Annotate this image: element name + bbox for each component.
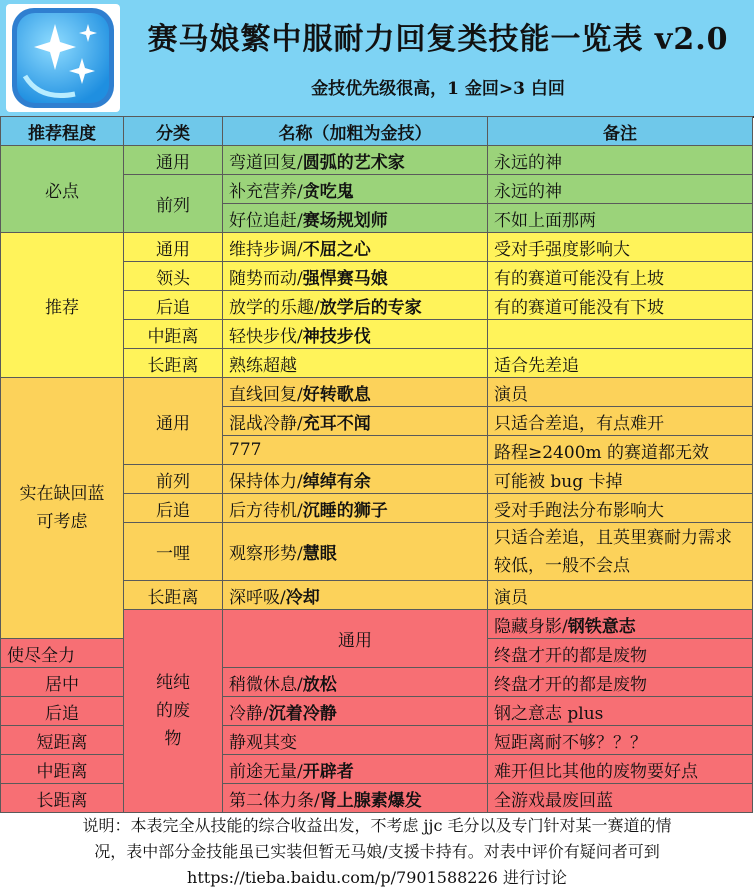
skill-table xyxy=(0,116,753,813)
skill-name-cell xyxy=(223,262,488,291)
note-cell: 终盘才开的都是废物 xyxy=(488,639,753,668)
tier-cell: 推荐 xyxy=(1,233,124,378)
footnote-line: 况，表中部分金技能虽已实装但暂无马娘/支援卡持有。对表中评价有疑问者可到 xyxy=(94,842,660,861)
column-header-note: 备注 xyxy=(488,117,753,146)
note-cell: 只适合差追，且英里赛耐力需求较低，一般不会点 xyxy=(488,523,753,581)
footnote xyxy=(0,813,754,891)
gold-skill-name: 慧眼 xyxy=(302,544,337,564)
white-skill-name: 使尽全力 xyxy=(7,645,75,666)
gold-skill-name: 贪吃鬼 xyxy=(302,181,354,202)
tier-cell: 必点 xyxy=(1,146,124,233)
white-skill-name: 混战冷静/ xyxy=(229,413,303,434)
skill-name-cell xyxy=(223,204,488,233)
white-skill-name: 弯道回复/ xyxy=(229,152,303,173)
gold-skill-name: 不屈之心 xyxy=(302,239,371,260)
skill-name-cell xyxy=(223,668,488,697)
skill-name-cell xyxy=(223,465,488,494)
white-skill-name: 静观其变 xyxy=(229,732,297,753)
table-row xyxy=(1,668,753,697)
white-skill-name: 放学的乐趣/ xyxy=(229,297,320,318)
white-skill-name: 保持体力/ xyxy=(229,471,303,492)
skill-name-cell xyxy=(223,494,488,523)
note-cell: 终盘才开的都是废物 xyxy=(488,668,753,697)
table-row xyxy=(1,755,753,784)
note-cell: 全游戏最废回蓝 xyxy=(488,784,753,813)
skill-name-cell xyxy=(223,581,488,610)
category-cell: 前列 xyxy=(124,175,223,233)
note-cell: 适合先差追 xyxy=(488,349,753,378)
gold-skill-name: 好转歌息 xyxy=(302,384,371,405)
note-cell: 不如上面那两 xyxy=(488,204,753,233)
gold-skill-name: 赛场规划师 xyxy=(302,210,388,231)
white-skill-name: 后方待机/ xyxy=(229,500,303,521)
note-cell: 有的赛道可能没有下坡 xyxy=(488,291,753,320)
note-cell xyxy=(488,320,753,349)
category-cell: 长距离 xyxy=(1,784,124,813)
white-skill-name: 777 xyxy=(229,440,262,460)
gold-skill-name: 钢铁意志 xyxy=(567,616,636,637)
category-cell: 通用 xyxy=(124,233,223,262)
category-cell: 中距离 xyxy=(1,755,124,784)
category-cell: 前列 xyxy=(124,465,223,494)
white-skill-name: 前途无量/ xyxy=(229,761,303,782)
gold-skill-name: 充耳不闻 xyxy=(302,413,371,434)
white-skill-name: 稍微休息/ xyxy=(229,674,303,695)
table-row xyxy=(1,233,753,262)
table-row xyxy=(1,378,753,407)
skill-name-cell xyxy=(223,523,488,581)
footnote-line: 说明：本表完全从技能的综合收益出发，不考虑 jjc 毛分以及专门针对某一赛道的情 xyxy=(82,816,672,835)
skill-name-cell xyxy=(223,407,488,436)
note-cell: 演员 xyxy=(488,581,753,610)
skill-name-cell xyxy=(223,784,488,813)
note-cell: 可能被 bug 卡掉 xyxy=(488,465,753,494)
skill-name-cell xyxy=(223,697,488,726)
skill-name-cell xyxy=(223,320,488,349)
note-cell: 路程≥2400m 的赛道都无效 xyxy=(488,436,753,465)
white-skill-name: 随势而动/ xyxy=(229,268,303,289)
table-row xyxy=(1,726,753,755)
note-cell: 演员 xyxy=(488,378,753,407)
gold-skill-name: 沉睡的狮子 xyxy=(302,500,388,521)
note-cell: 钢之意志 plus xyxy=(488,697,753,726)
column-header-category: 分类 xyxy=(124,117,223,146)
page-title: 赛马娘繁中服耐力回复类技能一览表 v2.0 xyxy=(147,22,729,57)
category-cell: 后追 xyxy=(124,291,223,320)
category-cell: 短距离 xyxy=(1,726,124,755)
skill-name-cell xyxy=(223,349,488,378)
skill-name-cell xyxy=(1,639,124,668)
white-skill-name: 熟练超越 xyxy=(229,355,297,376)
category-cell: 中距离 xyxy=(124,320,223,349)
gold-skill-name: 放学后的专家 xyxy=(319,297,422,318)
note-cell: 受对手跑法分布影响大 xyxy=(488,494,753,523)
gold-skill-name: 圆弧的艺术家 xyxy=(302,152,405,173)
sparkle-logo xyxy=(6,4,120,112)
gold-skill-name: 神技步伐 xyxy=(302,326,371,347)
page-subtitle: 金技优先级很高，1 金回>3 白回 xyxy=(311,79,565,99)
note-cell: 难开但比其他的废物要好点 xyxy=(488,755,753,784)
category-cell: 后追 xyxy=(124,494,223,523)
note-cell: 只适合差追，有点难开 xyxy=(488,407,753,436)
skill-name-cell xyxy=(223,755,488,784)
category-cell: 通用 xyxy=(124,378,223,465)
sparkle-icon xyxy=(10,6,116,110)
note-cell: 有的赛道可能没有上坡 xyxy=(488,262,753,291)
category-cell: 长距离 xyxy=(124,349,223,378)
skill-name-cell xyxy=(223,378,488,407)
skill-name-cell xyxy=(488,610,753,639)
discussion-link[interactable]: https://tieba.baidu.com/p/7901588226 进行讨论 xyxy=(187,868,567,887)
category-cell: 长距离 xyxy=(124,581,223,610)
gold-skill-name: 开辟者 xyxy=(302,761,354,782)
white-skill-name: 隐藏身影/ xyxy=(494,616,568,637)
white-skill-name: 第二体力条/ xyxy=(229,790,320,811)
category-cell: 通用 xyxy=(124,146,223,175)
category-cell: 一哩 xyxy=(124,523,223,581)
note-cell: 永远的神 xyxy=(488,175,753,204)
column-header-name: 名称（加粗为金技） xyxy=(223,117,488,146)
white-skill-name: 直线回复/ xyxy=(229,384,303,405)
white-skill-name: 轻快步伐/ xyxy=(229,326,303,347)
skill-name-cell xyxy=(223,175,488,204)
category-cell: 后追 xyxy=(1,697,124,726)
skill-name-cell xyxy=(223,233,488,262)
white-skill-name: 维持步调/ xyxy=(229,239,303,260)
skill-name-cell xyxy=(223,726,488,755)
gold-skill-name: 绰绰有余 xyxy=(302,471,371,492)
header xyxy=(0,0,754,118)
note-cell: 永远的神 xyxy=(488,146,753,175)
note-cell: 受对手强度影响大 xyxy=(488,233,753,262)
skill-name-cell xyxy=(223,146,488,175)
gold-skill-name: 肾上腺素爆发 xyxy=(319,790,422,811)
table-row xyxy=(1,784,753,813)
gold-skill-name: 冷却 xyxy=(285,587,320,608)
tier-cell: 实在缺回蓝可考虑 xyxy=(1,378,124,639)
category-cell: 居中 xyxy=(1,668,124,697)
white-skill-name: 补充营养/ xyxy=(229,181,303,202)
gold-skill-name: 沉着冷静 xyxy=(268,703,337,724)
white-skill-name: 冷静/ xyxy=(229,703,269,724)
gold-skill-name: 放松 xyxy=(302,674,337,695)
tier-cell: 纯纯的废物 xyxy=(124,610,223,813)
note-cell: 短距离耐不够？？？ xyxy=(488,726,753,755)
white-skill-name: 深呼吸/ xyxy=(229,587,286,608)
table-row xyxy=(1,146,753,175)
skill-name-cell xyxy=(223,291,488,320)
column-header-tier: 推荐程度 xyxy=(1,117,124,146)
category-cell: 通用 xyxy=(223,610,488,668)
white-skill-name: 观察形势/ xyxy=(229,544,303,564)
gold-skill-name: 强悍赛马娘 xyxy=(302,268,388,289)
category-cell: 领头 xyxy=(124,262,223,291)
table-row xyxy=(1,697,753,726)
skill-name-cell xyxy=(223,436,488,465)
white-skill-name: 好位追赶/ xyxy=(229,210,303,231)
